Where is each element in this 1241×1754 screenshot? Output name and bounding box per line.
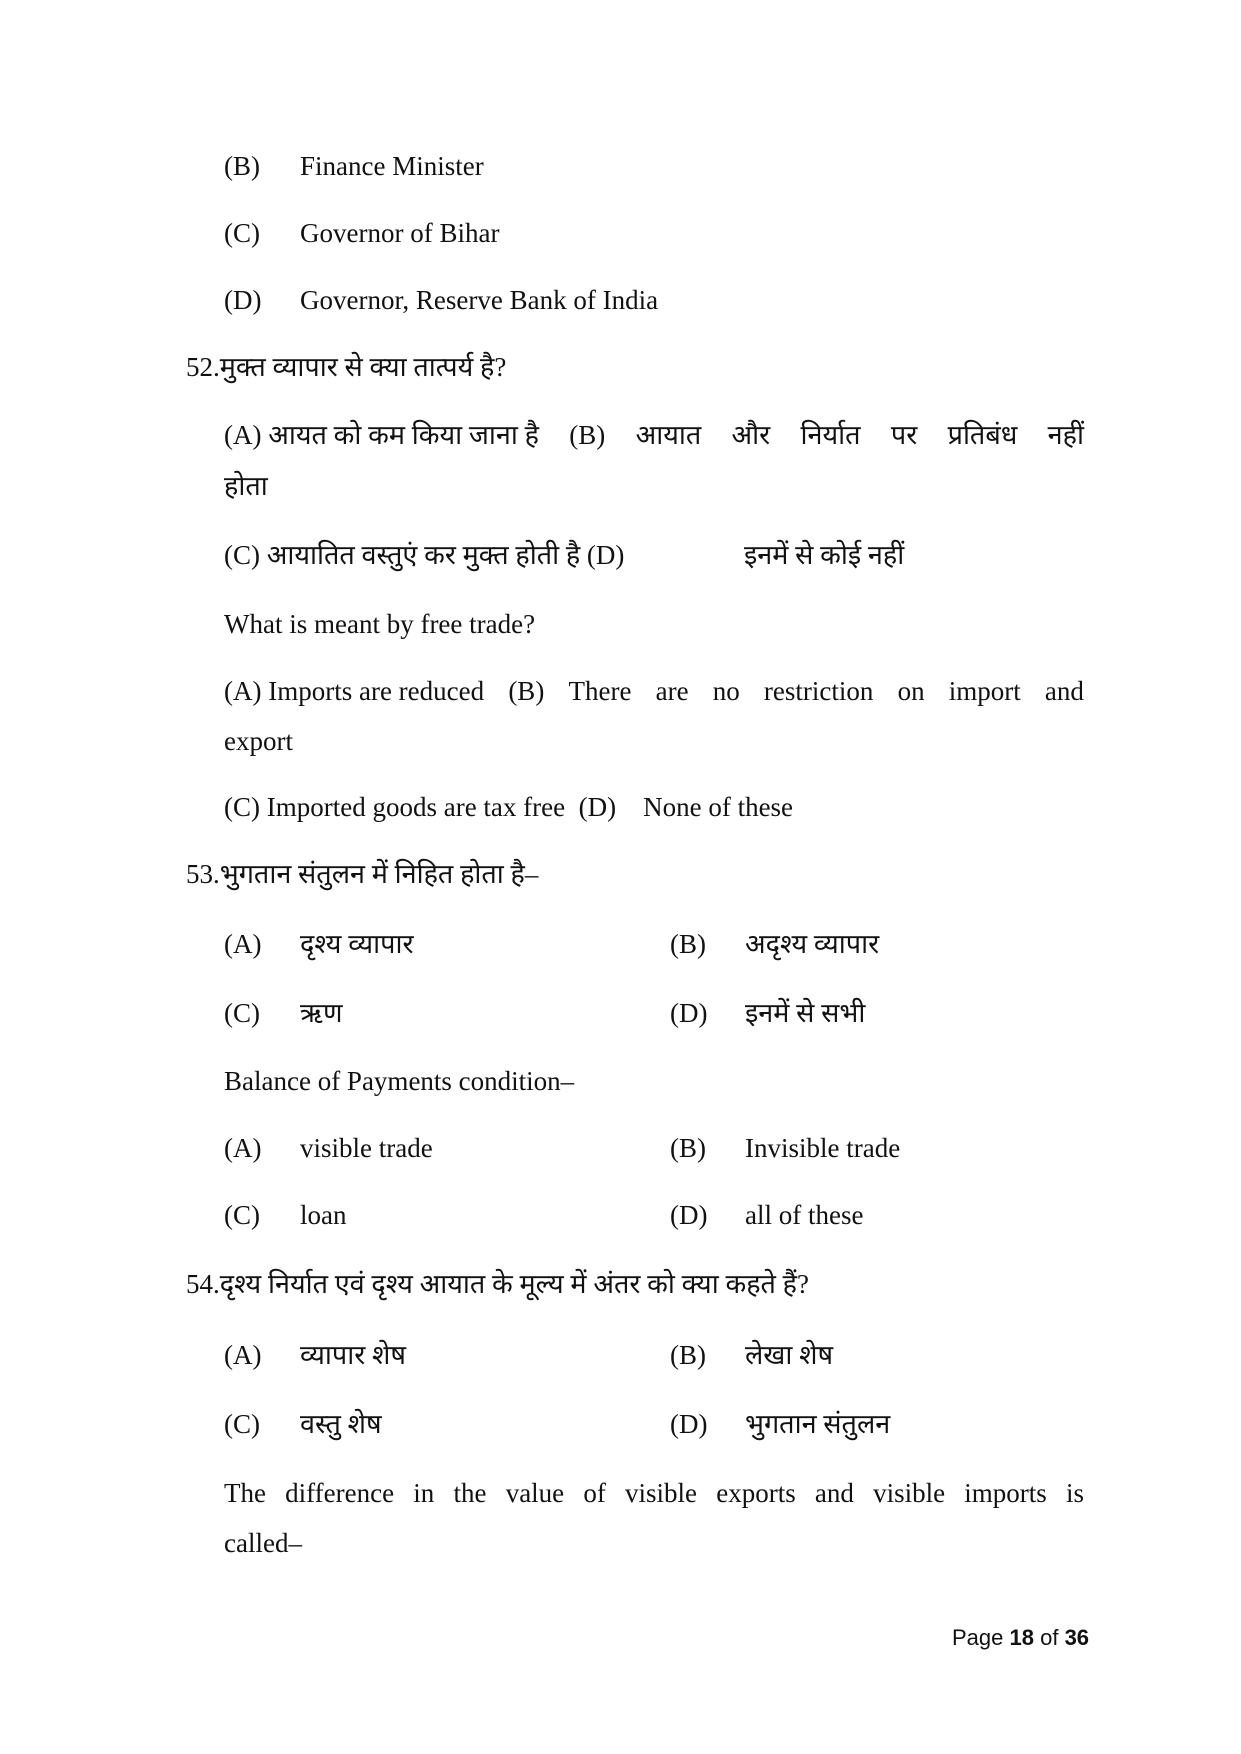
q53-en-option-d-text: all of these [745, 1200, 864, 1230]
q53-en-option-c-text: loan [300, 1200, 347, 1230]
q54-en-word: visible [625, 1478, 698, 1508]
q52-hi-word: आयात [635, 420, 702, 450]
q52-hi-word: प्रतिबंध [947, 420, 1018, 450]
q51-option-d-label: (D) [224, 285, 262, 315]
q54-hi-option-c-label: (C) [224, 1409, 260, 1439]
q54-hi-option-b-text: लेखा शेष [745, 1340, 834, 1370]
q53-en-option-c-label: (C) [224, 1200, 260, 1230]
q53-en-option-a-text: visible trade [300, 1133, 433, 1163]
q52-en-word: restriction [763, 676, 874, 706]
q52-en-word: no [712, 676, 740, 706]
page-total: 36 [1064, 1625, 1090, 1650]
q52-hi-word: और [731, 420, 771, 450]
q52-english-options-line2: (C) Imported goods are tax free (D) None of these [224, 792, 794, 822]
q51-option-b-text: Finance Minister [300, 151, 484, 181]
q54-hi-option-d-text: भुगतान संतुलन [745, 1409, 891, 1439]
q54-hi-option-b-label: (B) [670, 1340, 706, 1370]
q52-hindi-options-line1-cont: होता [224, 471, 268, 501]
q53-en-option-b-text: Invisible trade [745, 1133, 901, 1163]
q53-question-english: Balance of Payments condition– [224, 1066, 575, 1096]
q52-en-word: (B) [508, 676, 545, 706]
q54-en-word: is [1065, 1478, 1084, 1508]
q54-hi-option-d-label: (D) [670, 1409, 708, 1439]
q52-en-word: There [568, 676, 632, 706]
q54-question-english-line1 [224, 1476, 1084, 1510]
q52-hi-word: (A) आयत को कम किया जाना है [224, 420, 539, 450]
q52-hindi-options-line2b: इनमें से कोई नहीं [744, 540, 905, 570]
q53-question-hindi: 53.भुगतान संतुलन में निहित होता है– [186, 859, 539, 889]
q54-en-word: and [814, 1478, 854, 1508]
q53-en-option-d-label: (D) [670, 1200, 708, 1230]
q54-en-word: imports [964, 1478, 1047, 1508]
q52-en-word: and [1044, 676, 1084, 706]
q52-question-hindi: 52.मुक्त व्यापार से क्या तात्पर्य है? [186, 352, 507, 382]
q54-hi-option-c-text: वस्तु शेष [300, 1409, 382, 1439]
q54-hi-option-a-label: (A) [224, 1340, 262, 1370]
q52-hindi-options-line1 [224, 418, 1084, 452]
q54-en-word: difference [285, 1478, 395, 1508]
q52-hi-word: नहीं [1047, 420, 1084, 450]
q52-en-word: are [655, 676, 689, 706]
q52-hi-word: निर्यात [800, 420, 861, 450]
q54-en-word: of [583, 1478, 606, 1508]
q51-option-c-label: (C) [224, 218, 260, 248]
q52-english-options-line1-cont: export [224, 726, 293, 756]
q54-en-word: value [505, 1478, 565, 1508]
q53-hi-option-a-label: (A) [224, 929, 262, 959]
q54-en-word: The [224, 1478, 266, 1508]
q53-hi-option-a-text: दृश्य व्यापार [300, 929, 414, 959]
q52-en-word: (A) Imports are reduced [224, 676, 485, 706]
q52-question-english: What is meant by free trade? [224, 609, 536, 639]
q52-en-word: import [948, 676, 1021, 706]
q53-en-option-b-label: (B) [670, 1133, 706, 1163]
page-current: 18 [1009, 1625, 1034, 1650]
q54-en-word: visible [873, 1478, 946, 1508]
page-number [952, 1623, 1089, 1653]
q52-hindi-options-line2a: (C) आयातित वस्तुएं कर मुक्त होती है (D) [224, 540, 625, 570]
q51-option-c-text: Governor of Bihar [300, 218, 500, 248]
q53-hi-option-b-label: (B) [670, 929, 706, 959]
q53-en-option-a-label: (A) [224, 1133, 262, 1163]
q52-en-word: on [897, 676, 925, 706]
q54-en-word: in [413, 1478, 435, 1508]
page-prefix: Page [952, 1625, 1010, 1650]
q54-en-word: the [453, 1478, 487, 1508]
q54-en-word: exports [716, 1478, 796, 1508]
q52-hi-word: (B) [569, 420, 606, 450]
q53-hi-option-d-label: (D) [670, 998, 708, 1028]
q54-question-english-line2: called– [224, 1528, 302, 1558]
q52-english-options-line1 [224, 674, 1084, 708]
page-middle: of [1033, 1625, 1065, 1650]
q51-option-b-label: (B) [224, 151, 260, 181]
q54-hi-option-a-text: व्यापार शेष [300, 1340, 406, 1370]
q53-hi-option-b-text: अदृश्य व्यापार [745, 929, 880, 959]
q52-hi-word: पर [890, 420, 918, 450]
q51-option-d-text: Governor, Reserve Bank of India [300, 285, 659, 315]
q54-question-hindi: 54.दृश्य निर्यात एवं दृश्य आयात के मूल्य में अंतर को क्या कहते हैं? [186, 1269, 809, 1299]
q53-hi-option-c-label: (C) [224, 998, 260, 1028]
q53-hi-option-c-text: ऋण [300, 998, 343, 1028]
q53-hi-option-d-text: इनमें से सभी [745, 998, 866, 1028]
